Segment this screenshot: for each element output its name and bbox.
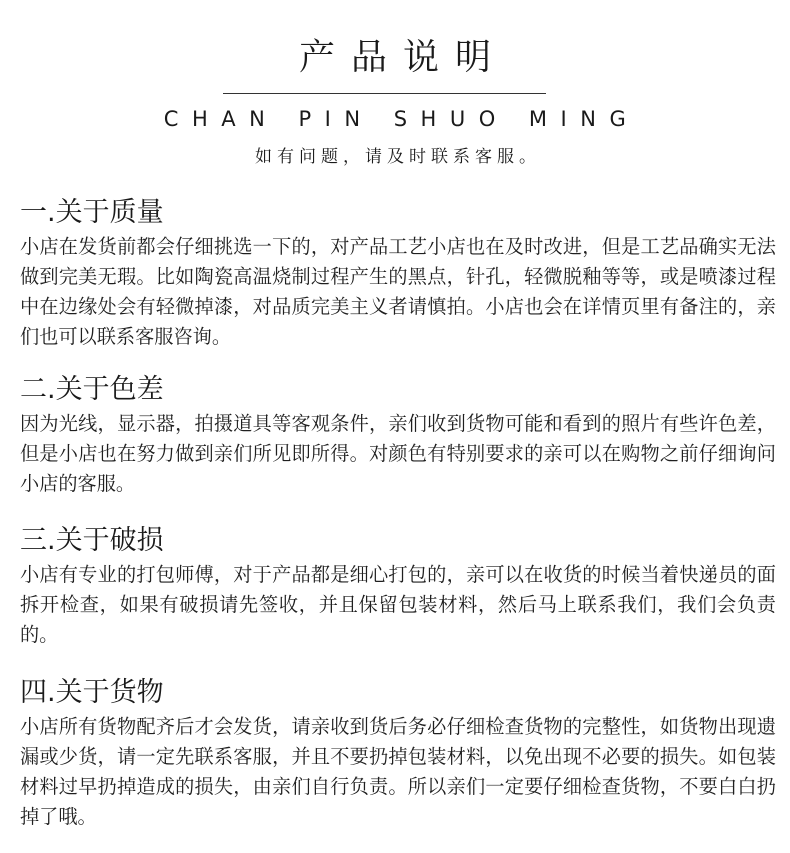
section-body: 小店所有货物配齐后才会发货，请亲收到货后务必仔细检查货物的完整性，如货物出现遗漏或少货，请一定先联系客服，并且不要扔掉包装材料，以免出现不必要的损失。如包装材料过早扔掉造成的损失，由亲们自行负责。所以亲们一定要仔细检查货物，不要白白扔掉了哦。 bbox=[20, 715, 776, 828]
page-title-pinyin: CHAN PIN SHUO MING bbox=[163, 107, 640, 131]
section-color-difference bbox=[20, 373, 776, 499]
section-heading: 一.关于质量 bbox=[20, 197, 164, 228]
section-heading: 二.关于色差 bbox=[20, 374, 164, 405]
section-body: 因为光线，显示器，拍摄道具等客观条件，亲们收到货物可能和看到的照片有些许色差，但是小店也在努力做到亲们所见即所得。对颜色有特别要求的亲可以在购物之前仔细询问小店的客服。 bbox=[20, 412, 776, 495]
section-goods bbox=[20, 676, 776, 832]
page-title: 产品说明 bbox=[298, 37, 507, 78]
section-damage bbox=[20, 524, 776, 650]
contact-note: 如有问题，请及时联系客服。 bbox=[255, 147, 541, 167]
section-heading: 四.关于货物 bbox=[20, 677, 164, 708]
section-body: 小店有专业的打包师傅，对于产品都是细心打包的，亲可以在收货的时候当着快递员的面拆开检查，如果有破损请先签收，并且保留包装材料，然后马上联系我们，我们会负责的。 bbox=[20, 563, 776, 646]
title-divider bbox=[223, 93, 546, 94]
section-heading: 三.关于破损 bbox=[20, 525, 164, 556]
section-quality bbox=[20, 196, 776, 352]
section-body: 小店在发货前都会仔细挑选一下的，对产品工艺小店也在及时改进，但是工艺品确实无法做到完美无瑕。比如陶瓷高温烧制过程产生的黑点，针孔，轻微脱釉等等，或是喷漆过程中在边缘处会有轻微掉漆，对品质完美主义者请慎拍。小店也会在详情页里有备注的，亲们也可以联系客服咨询。 bbox=[20, 235, 776, 348]
